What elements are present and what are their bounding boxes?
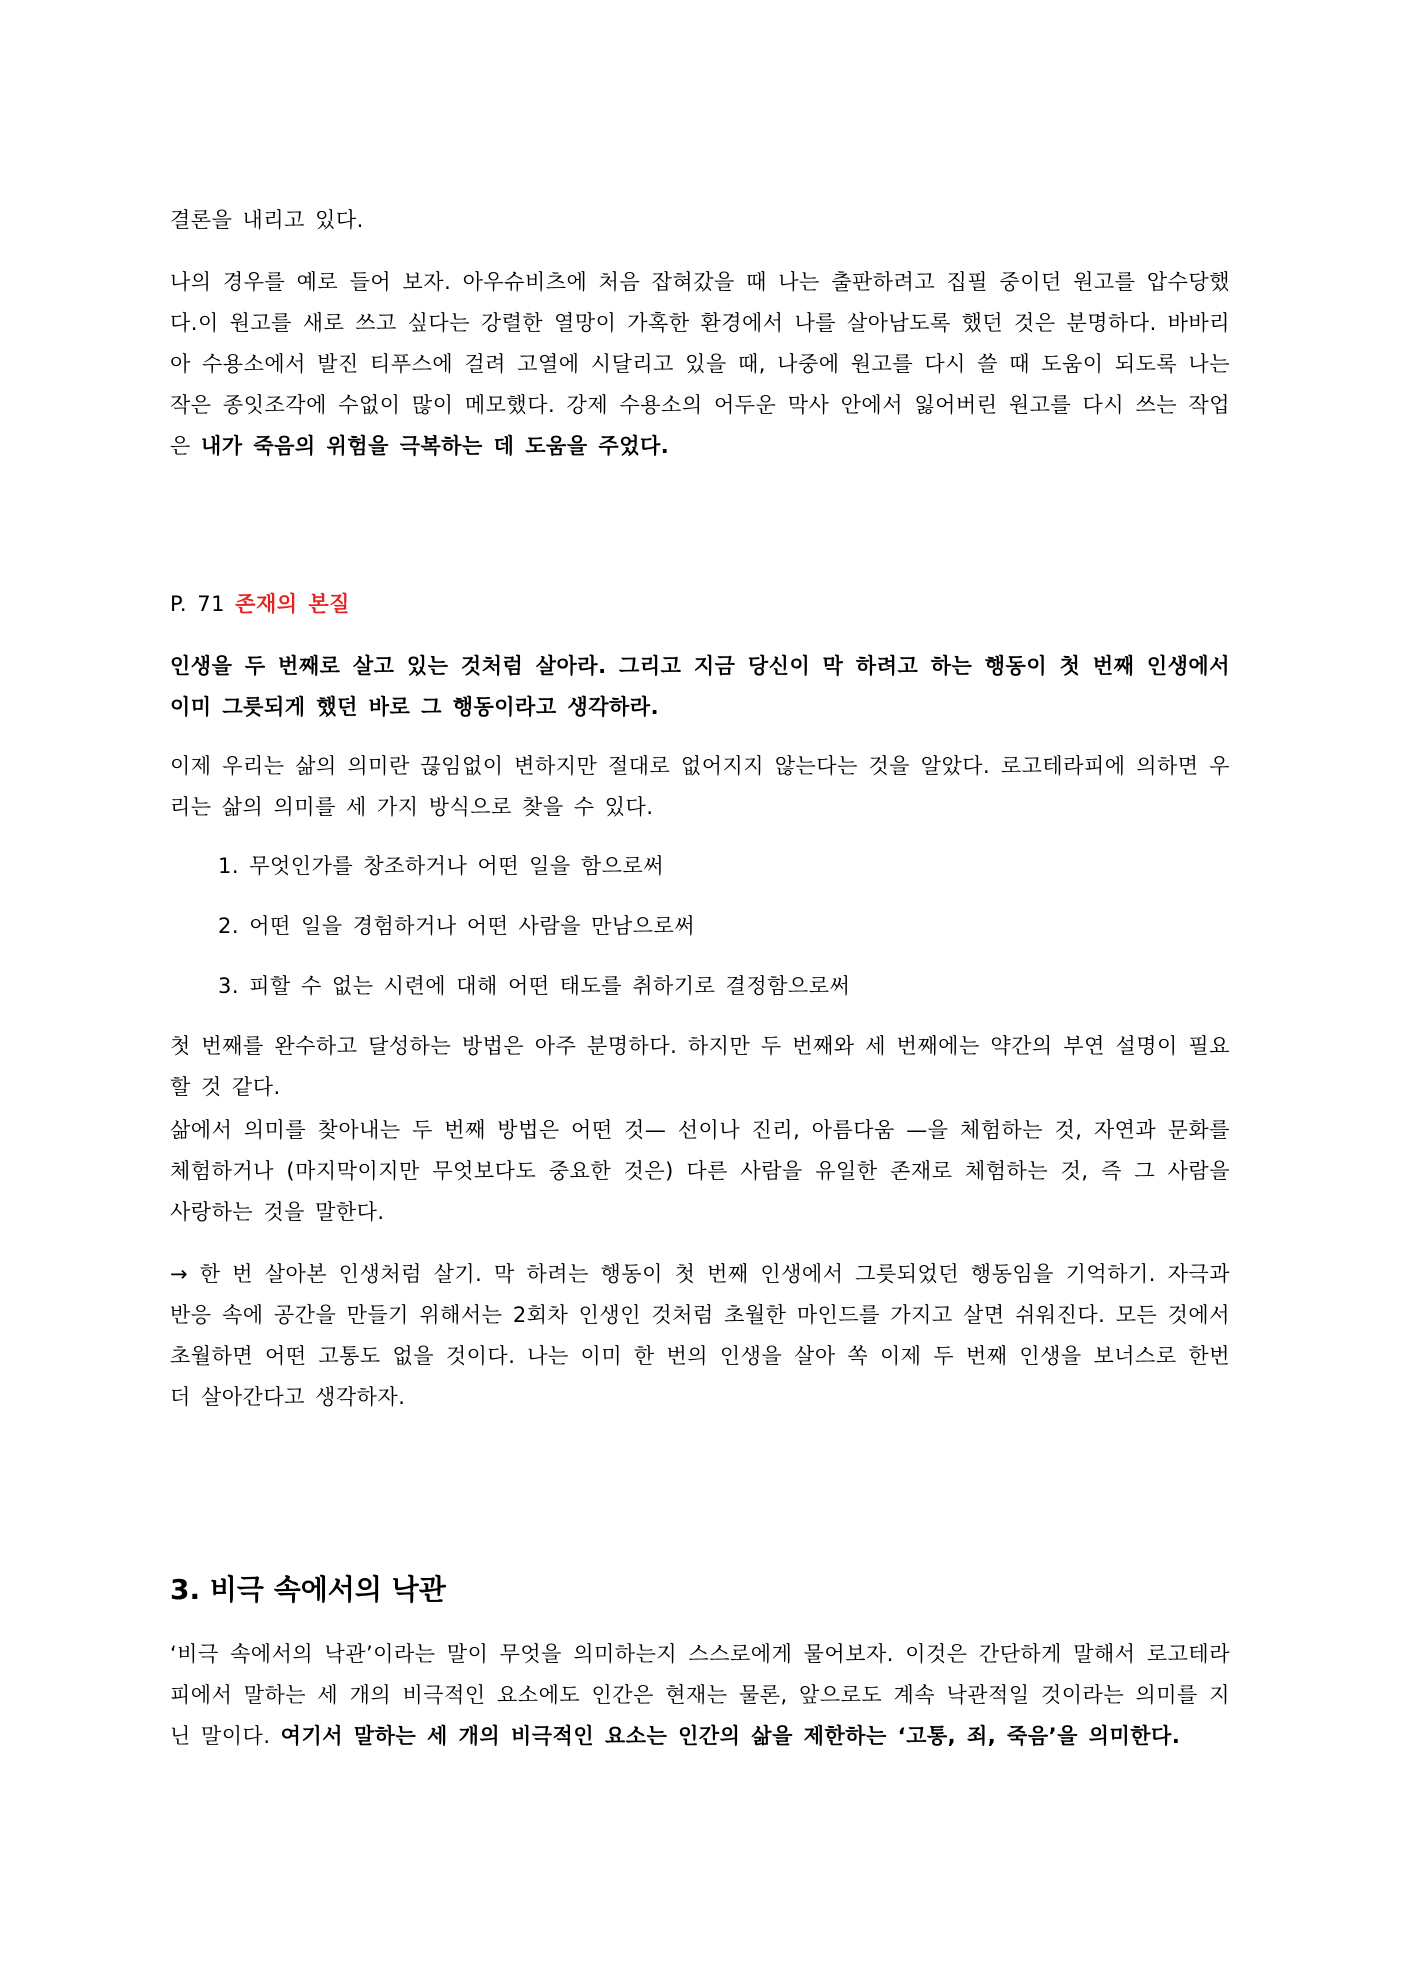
paragraph-bold-text: 내가 죽음의 위험을 극복하는 데 도움을 주었다. (200, 434, 670, 458)
section-heading-p71 (170, 584, 1230, 625)
list-item-way-1: 1. 무엇인가를 창조하거나 어떤 일을 함으로써 (218, 854, 665, 878)
section-title: 존재의 본질 (235, 592, 350, 616)
paragraph-bold-text: 여기서 말하는 세 개의 비극적인 요소는 인간의 삶을 제한하는 ‘고통, 죄, 죽음’을 의미한다. (280, 1724, 1181, 1748)
paragraph-logotherapy: 이제 우리는 삶의 의미란 끊임없이 변하지만 절대로 없어지지 않는다는 것을 알았다. 로고테라피에 의하면 우리는 삶의 의미를 세 가지 방식으로 찾을 수 있다. (170, 754, 1230, 819)
paragraph-reflection: → 한 번 살아본 인생처럼 살기. 막 하려는 행동이 첫 번째 인생에서 그릇되었던 행동임을 기억하기. 자극과 반응 속에 공간을 만들기 위해서는 2회차 인생인 것처럼 초월한 마인드를 가지고 살면 쉬워진다. 모든 것에서 초월하면 어떤 고통도 없을 것이다. 나는 이미 한 번의 인생을 살아 쏙 이제 두 번째 인생을 보너스로 한번 더 살아간다고 생각하자. (170, 1262, 1230, 1409)
paragraph-conclusion: 결론을 내리고 있다. (170, 208, 364, 232)
paragraph-text: 나의 경우를 예로 들어 보자. 아우슈비츠에 처음 잡혀갔을 때 나는 출판하려고 집필 중이던 원고를 압수당했다.이 원고를 새로 쓰고 싶다는 강렬한 열망이 가혹한 환경에서 나를 살아남도록 했던 것은 분명하다. 바바리아 수용소에서 발진 티푸스에 걸려 고열에 시달리고 있을 때, 나중에 원고를 다시 쓸 때 도움이 되도록 나는 작은 종잇조각에 수없이 많이 메모했다. 강제 수용소의 어두운 막사 안에서 잃어버린 원고를 다시 쓰는 작업은 (170, 270, 1230, 458)
list-item-way-2: 2. 어떤 일을 경험하거나 어떤 사람을 만남으로써 (218, 914, 696, 938)
paragraph-tragic-optimism (170, 1634, 1230, 1757)
paragraph-first-way: 첫 번째를 완수하고 달성하는 방법은 아주 분명하다. 하지만 두 번째와 세 번째에는 약간의 부연 설명이 필요할 것 같다. (170, 1034, 1230, 1099)
paragraph-second-way: 삶에서 의미를 찾아내는 두 번째 방법은 어떤 것— 선이나 진리, 아름다움 —을 체험하는 것, 자연과 문화를 체험하거나 (마지막이지만 무엇보다도 중요한 것은) 다른 사람을 유일한 존재로 체험하는 것, 즉 그 사람을 사랑하는 것을 말한다. (170, 1118, 1230, 1224)
heading-tragic-optimism: 3. 비극 속에서의 낙관 (170, 1573, 446, 1606)
list-item-way-3: 3. 피할 수 없는 시련에 대해 어떤 태도를 취하기로 결정함으로써 (218, 974, 851, 998)
paragraph-text: ‘비극 속에서의 낙관’이라는 말이 무엇을 의미하는지 스스로에게 물어보자. 이것은 간단하게 말해서 로고테라피에서 말하는 세 개의 비극적인 요소에도 인간은 현재는 물론, 앞으로도 계속 낙관적일 것이라는 의미를 지닌 말이다. (170, 1642, 1230, 1748)
paragraph-quote: 인생을 두 번째로 살고 있는 것처럼 살아라. 그리고 지금 당신이 막 하려고 하는 행동이 첫 번째 인생에서 이미 그릇되게 했던 바로 그 행동이라고 생각하라. (170, 654, 1230, 719)
page-reference: P. 71 (170, 592, 225, 616)
paragraph-auschwitz-example (170, 262, 1230, 467)
